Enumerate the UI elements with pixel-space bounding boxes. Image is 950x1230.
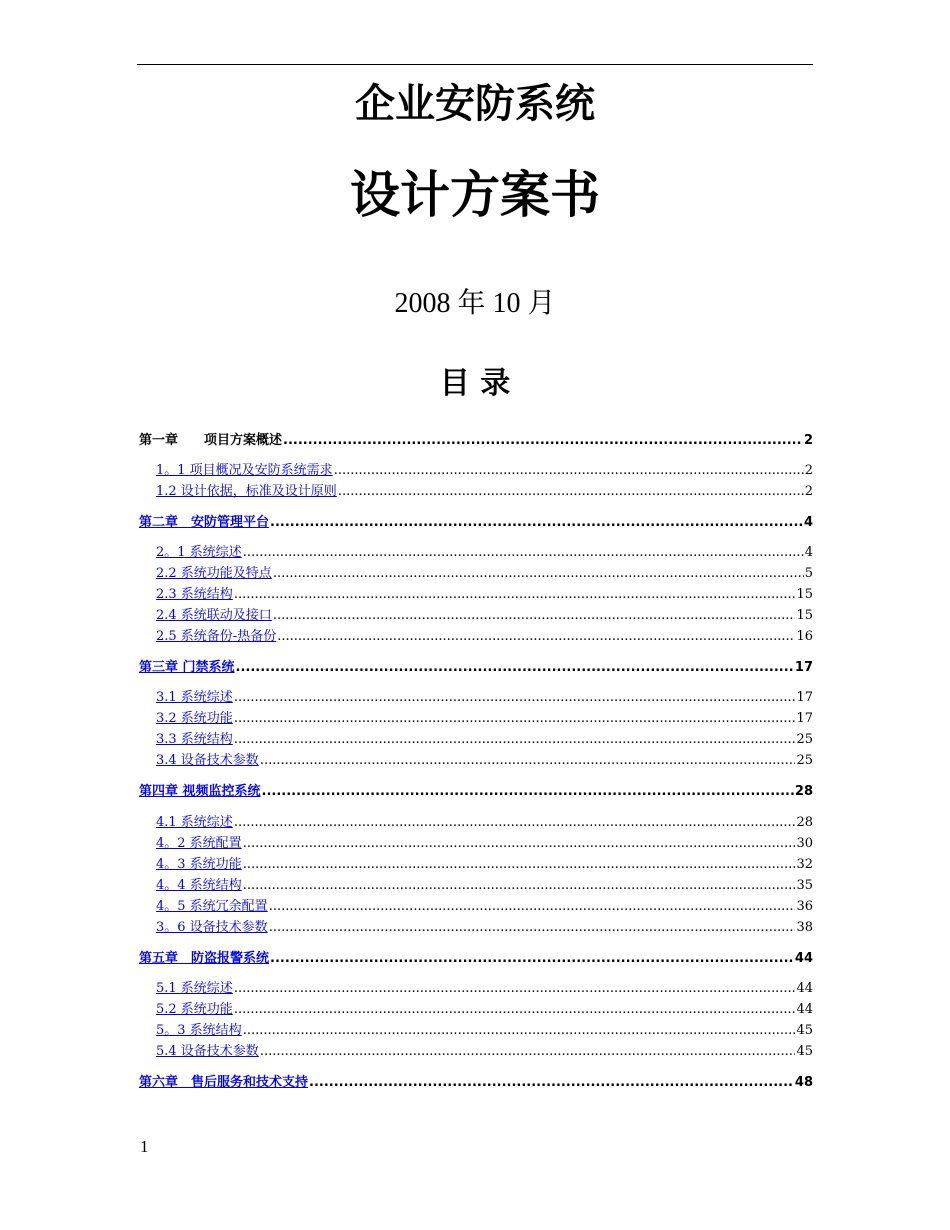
toc-entry-link[interactable]: 第二章 安防管理平台 [139, 515, 270, 530]
toc-page-number: 28 [794, 784, 813, 799]
toc-page-number: 5 [804, 566, 813, 581]
toc-entry-link[interactable]: 4。5 系统冗余配置 [156, 899, 268, 914]
toc-page-number: 36 [796, 899, 813, 914]
toc-page-number: 32 [796, 857, 813, 872]
toc-entry-link[interactable]: 3.3 系统结构 [156, 732, 233, 747]
toc-section-2-3[interactable] [156, 585, 813, 605]
toc-entry-link[interactable]: 2.4 系统联动及接口 [156, 608, 272, 623]
toc-chapter-3[interactable] [139, 658, 813, 678]
toc-page-number: 38 [796, 920, 813, 935]
toc-leader [243, 855, 796, 875]
toc-leader [334, 461, 804, 481]
toc-page-number: 2 [803, 433, 813, 448]
toc-section-2-4[interactable] [156, 606, 813, 626]
toc-leader [283, 431, 803, 451]
toc-section-2-1[interactable] [156, 543, 813, 563]
toc-leader [260, 1042, 796, 1062]
toc-section-4-2[interactable] [156, 834, 813, 854]
toc-entry-link[interactable]: 1.2 设计依据，标准及设计原则 [156, 484, 337, 499]
toc-page-number: 25 [796, 753, 813, 768]
toc-leader [270, 949, 794, 969]
toc-page-number: 17 [796, 690, 813, 705]
toc-section-4-6[interactable] [156, 918, 813, 938]
toc-section-4-4[interactable] [156, 876, 813, 896]
toc-section-3-3[interactable] [156, 730, 813, 750]
toc-leader [243, 876, 796, 896]
page-number: 1 [140, 1137, 149, 1156]
toc-entry-link[interactable]: 2.5 系统备份-热备份 [156, 629, 277, 644]
toc-leader [243, 1021, 796, 1041]
toc-leader [309, 1073, 794, 1093]
toc-entry-link[interactable]: 第五章 防盗报警系统 [139, 951, 270, 966]
toc-leader [260, 751, 796, 771]
toc-leader [234, 730, 796, 750]
toc-entry-label: 第一章 项目方案概述 [139, 433, 283, 448]
toc-page-number: 44 [796, 981, 813, 996]
toc-entry-link[interactable]: 2.2 系统功能及特点 [156, 566, 272, 581]
toc-section-5-4[interactable] [156, 1042, 813, 1062]
toc-leader [234, 813, 796, 833]
toc-page-number: 44 [796, 1002, 813, 1017]
toc-leader [234, 688, 796, 708]
toc-entry-link[interactable]: 3.1 系统综述 [156, 690, 233, 705]
toc-section-2-2[interactable] [156, 564, 813, 584]
toc-section-4-3[interactable] [156, 855, 813, 875]
toc-leader [277, 627, 795, 647]
toc-entry-link[interactable]: 第三章 门禁系统 [139, 660, 235, 675]
toc-leader [262, 782, 794, 802]
toc-page-number: 30 [796, 836, 813, 851]
toc-section-4-5[interactable] [156, 897, 813, 917]
toc-page-number: 4 [803, 515, 813, 530]
toc-leader [234, 979, 796, 999]
toc-entry-link[interactable]: 4。2 系统配置 [156, 836, 242, 851]
toc-section-5-2[interactable] [156, 1000, 813, 1020]
toc-entry-link[interactable]: 5。3 系统结构 [156, 1023, 242, 1038]
toc-page-number: 45 [796, 1044, 813, 1059]
toc-page-number: 2 [804, 463, 813, 478]
toc-page-number: 45 [796, 1023, 813, 1038]
toc-section-4-1[interactable] [156, 813, 813, 833]
toc-page-number: 44 [794, 951, 813, 966]
toc-entry-link[interactable]: 3.2 系统功能 [156, 711, 233, 726]
toc-section-1-2[interactable] [156, 482, 813, 502]
toc-chapter-6[interactable] [139, 1073, 813, 1093]
toc-page-number: 17 [794, 660, 813, 675]
toc-leader [234, 585, 796, 605]
toc-entry-link[interactable]: 3.4 设备技术参数 [156, 753, 259, 768]
toc-entry-link[interactable]: 3。6 设备技术参数 [156, 920, 268, 935]
toc-section-3-4[interactable] [156, 751, 813, 771]
top-rule [137, 64, 813, 65]
toc-leader [234, 1000, 796, 1020]
toc-section-3-1[interactable] [156, 688, 813, 708]
toc-leader [234, 709, 796, 729]
toc-page-number: 17 [796, 711, 813, 726]
toc-chapter-2[interactable] [139, 513, 813, 533]
toc-entry-link[interactable]: 4。3 系统功能 [156, 857, 242, 872]
toc-section-5-1[interactable] [156, 979, 813, 999]
toc-section-3-2[interactable] [156, 709, 813, 729]
toc-leader [269, 918, 796, 938]
toc-leader [270, 513, 803, 533]
toc-entry-link[interactable]: 1。1 项目概况及安防系统需求 [156, 463, 333, 478]
toc-chapter-1 [139, 431, 813, 451]
toc-page-number: 15 [796, 608, 813, 623]
toc-page-number: 16 [796, 629, 813, 644]
toc-section-2-5[interactable] [156, 627, 813, 647]
toc-leader [236, 658, 794, 678]
toc-page-number: 35 [796, 878, 813, 893]
toc-entry-link[interactable]: 5.1 系统综述 [156, 981, 233, 996]
toc-leader [243, 543, 804, 563]
toc-section-5-3[interactable] [156, 1021, 813, 1041]
toc-heading: 目 录 [439, 366, 511, 401]
toc-leader [273, 564, 804, 584]
toc-entry-link[interactable]: 4。4 系统结构 [156, 878, 242, 893]
document-title-line-2: 设计方案书 [350, 166, 600, 224]
toc-entry-link[interactable]: 5.2 系统功能 [156, 1002, 233, 1017]
toc-entry-link[interactable]: 第六章 售后服务和技术支持 [139, 1075, 309, 1090]
toc-page-number: 28 [796, 815, 813, 830]
toc-page-number: 4 [804, 545, 813, 560]
document-title-line-1: 企业安防系统 [355, 81, 595, 127]
toc-entry-link[interactable]: 4.1 系统综述 [156, 815, 233, 830]
toc-page-number: 15 [796, 587, 813, 602]
toc-section-1-1[interactable] [156, 461, 813, 481]
toc-leader [243, 834, 796, 854]
toc-entry-link[interactable]: 5.4 设备技术参数 [156, 1044, 259, 1059]
toc-page-number: 48 [794, 1075, 813, 1090]
toc-leader [273, 606, 796, 626]
toc-leader [338, 482, 804, 502]
toc-page-number: 2 [804, 484, 813, 499]
toc-entry-link[interactable]: 2.3 系统结构 [156, 587, 233, 602]
document-date: 2008 年 10 月 [394, 288, 556, 319]
toc-entry-link[interactable]: 第四章 视频监控系统 [139, 784, 261, 799]
toc-leader [269, 897, 796, 917]
toc-chapter-5[interactable] [139, 949, 813, 969]
toc-page-number: 25 [796, 732, 813, 747]
toc-entry-link[interactable]: 2。1 系统综述 [156, 545, 242, 560]
toc-chapter-4[interactable] [139, 782, 813, 802]
